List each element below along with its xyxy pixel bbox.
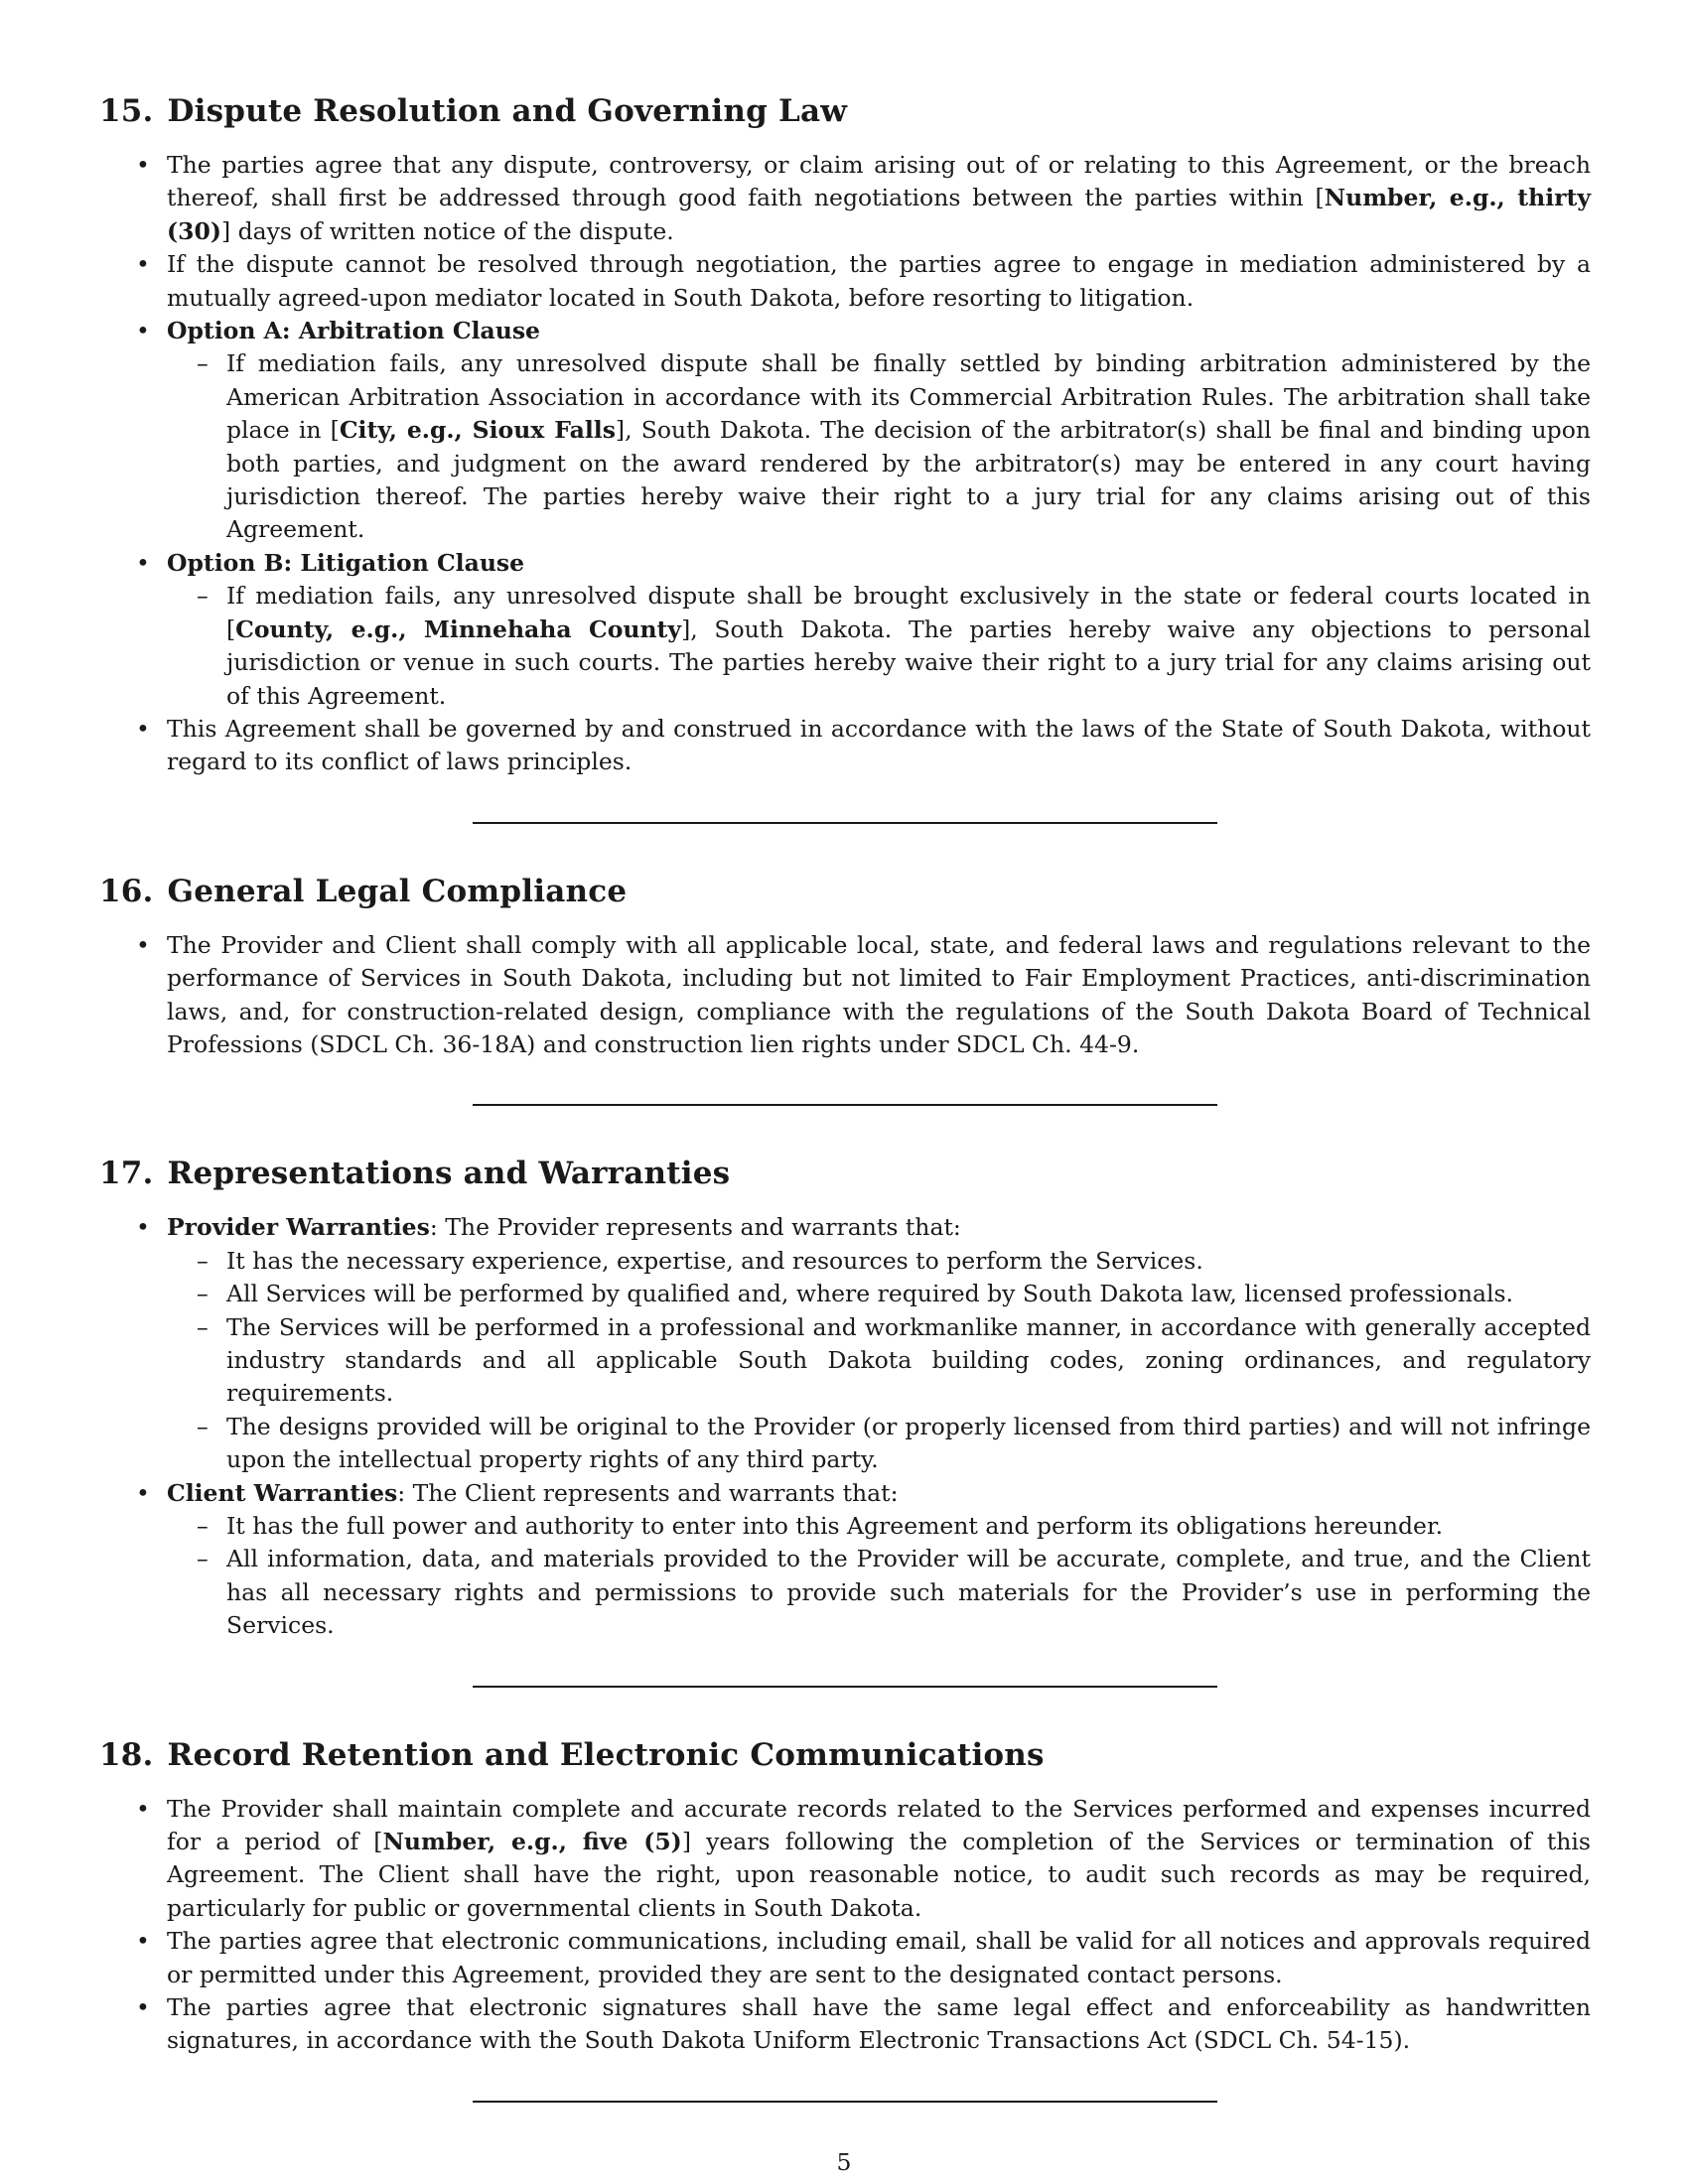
list-item [99, 315, 1591, 547]
placeholder-field: Number, e.g., thirty (30) [167, 184, 1592, 245]
sub-list-item: – If mediation fails, any unresolved dispute shall be brought exclusively in the state or federal courts located in [County, e.g., Minnehaha County], South Dakota. The parties hereby waive any objections to personal jurisdiction or venue in such courts. The parties hereby waive their right to a jury trial for any claims arising out of this Agreement. [167, 580, 1591, 713]
section-title: Representations and Warranties [167, 1156, 731, 1192]
list-item: • The Provider and Client shall comply with all applicable local, state, and federal laws and regulations relevant to the performance of Services in South Dakota, including but not limited to Fair Employment Practices, anti-discrimination laws, and, for construction-related design, compliance with the regulations of the South Dakota Board of Technical Professions (SDCL Ch. 36-18A) and construction lien rights under SDCL Ch. 44-9. [99, 929, 1591, 1062]
section-divider [473, 822, 1217, 824]
page-number: 5 [836, 2148, 852, 2176]
section-number: 18. [99, 1736, 154, 1773]
list-item [99, 547, 1591, 713]
option-label: Option B: Litigation Clause [167, 548, 525, 577]
placeholder-field: City, e.g., Sioux Falls [339, 416, 616, 445]
sub-list-item: – All information, data, and materials provided to the Provider will be accurate, complete, and true, and the Client has all necessary rights and permissions to provide such materials for the Provider’s use in performing the Services. [167, 1543, 1591, 1642]
sub-list-item: – It has the full power and authority to enter into this Agreement and perform its obligations hereunder. [167, 1510, 1591, 1543]
bullet-list [99, 1793, 1591, 2058]
section-heading [99, 91, 1591, 131]
section-title: Dispute Resolution and Governing Law [167, 93, 848, 129]
section-heading [99, 872, 1591, 911]
section-number: 15. [99, 93, 154, 129]
sub-list [167, 580, 1591, 713]
section-divider [473, 1686, 1217, 1688]
section-18 [99, 1735, 1591, 2058]
placeholder-field: County, e.g., Minnehaha County [235, 614, 682, 643]
section-divider [473, 2101, 1217, 2103]
section-heading [99, 1735, 1591, 1775]
list-item: • Provider Warranties: The Provider represents and warrants that: – It has the necessary experience, expertise, and resources to perform the Services. – All Services will be performed by qualified and, where required by South Dakota law, licensed professionals. – The Services will be performed in a professional and workmanlike manner, in accordance with generally accepted industry standards and all applicable South Dakota building codes, zoning ordinances, and regulatory requirements. – The designs provided will be original to the Provider (or properly licensed from third parties) and will not infringe upon the intellectual property rights of any third party. [99, 1211, 1591, 1476]
sub-list [167, 347, 1591, 546]
section-title: Record Retention and Electronic Communications [167, 1736, 1045, 1773]
section-17 [99, 1154, 1591, 1642]
sub-list [167, 1510, 1591, 1643]
list-item: • This Agreement shall be governed by and construed in accordance with the laws of the State of South Dakota, without regard to its conflict of laws principles. [99, 713, 1591, 779]
placeholder-field: Number, e.g., five (5) [382, 1828, 682, 1856]
sub-list-item: – The designs provided will be original to the Provider (or properly licensed from third parties) and will not infringe upon the intellectual property rights of any third party. [167, 1411, 1591, 1477]
bullet-list [99, 929, 1591, 1062]
section-divider [473, 1104, 1217, 1106]
warranty-label: Client Warranties [167, 1478, 398, 1507]
sub-list-item: – The Services will be performed in a professional and workmanlike manner, in accordance with generally accepted industry standards and all applicable South Dakota building codes, zoning ordinances, and regulatory requirements. [167, 1311, 1591, 1411]
sub-list-item: – All Services will be performed by qualified and, where required by South Dakota law, licensed professionals. [167, 1278, 1591, 1310]
list-item: • The Provider shall maintain complete and accurate records related to the Services performed and expenses incurred for a period of [Number, e.g., five (5)] years following the completion of the Services or termination of this Agreement. The Client shall have the right, upon reasonable notice, to audit such records as may be required, particularly for public or governmental clients in South Dakota. [99, 1793, 1591, 1926]
sub-list [167, 1245, 1591, 1477]
sub-list-item: – It has the necessary experience, expertise, and resources to perform the Services. [167, 1245, 1591, 1278]
section-number: 16. [99, 873, 154, 909]
section-15 [99, 91, 1591, 779]
list-item: • The parties agree that any dispute, controversy, or claim arising out of or relating to this Agreement, or the breach thereof, shall first be addressed through good faith negotiations between the parties within [Number, e.g., thirty (30)] days of written notice of the dispute. [99, 149, 1591, 248]
list-item: • The parties agree that electronic communications, including email, shall be valid for all notices and approvals required or permitted under this Agreement, provided they are sent to the designated contact persons. [99, 1925, 1591, 1991]
list-item: • If the dispute cannot be resolved through negotiation, the parties agree to engage in mediation administered by a mutually agreed-upon mediator located in South Dakota, before resorting to litigation. [99, 248, 1591, 315]
warranty-label: Provider Warranties [167, 1213, 430, 1242]
document-page [99, 91, 1591, 2103]
section-16 [99, 872, 1591, 1062]
section-number: 17. [99, 1156, 154, 1192]
list-item: • The parties agree that electronic signatures shall have the same legal effect and enforceability as handwritten signatures, in accordance with the South Dakota Uniform Electronic Transactions Act (SDCL Ch. 54-15). [99, 1991, 1591, 2058]
section-title: General Legal Compliance [167, 873, 628, 909]
list-item: • Client Warranties: The Client represents and warrants that: – It has the full power and authority to enter into this Agreement and perform its obligations hereunder. – All information, data, and materials provided to the Provider will be accurate, complete, and true, and the Client has all necessary rights and permissions to provide such materials for the Provider’s use in performing the Services. [99, 1477, 1591, 1643]
bullet-list [99, 1211, 1591, 1642]
section-heading [99, 1154, 1591, 1193]
bullet-list [99, 149, 1591, 779]
sub-list-item: – If mediation fails, any unresolved dispute shall be finally settled by binding arbitration administered by the American Arbitration Association in accordance with its Commercial Arbitration Rules. The arbitration shall take place in [City, e.g., Sioux Falls], South Dakota. The decision of the arbitrator(s) shall be final and binding upon both parties, and judgment on the award rendered by the arbitrator(s) may be entered in any court having jurisdiction thereof. The parties hereby waive their right to a jury trial for any claims arising out of this Agreement. [167, 347, 1591, 546]
option-label: Option A: Arbitration Clause [167, 317, 540, 345]
